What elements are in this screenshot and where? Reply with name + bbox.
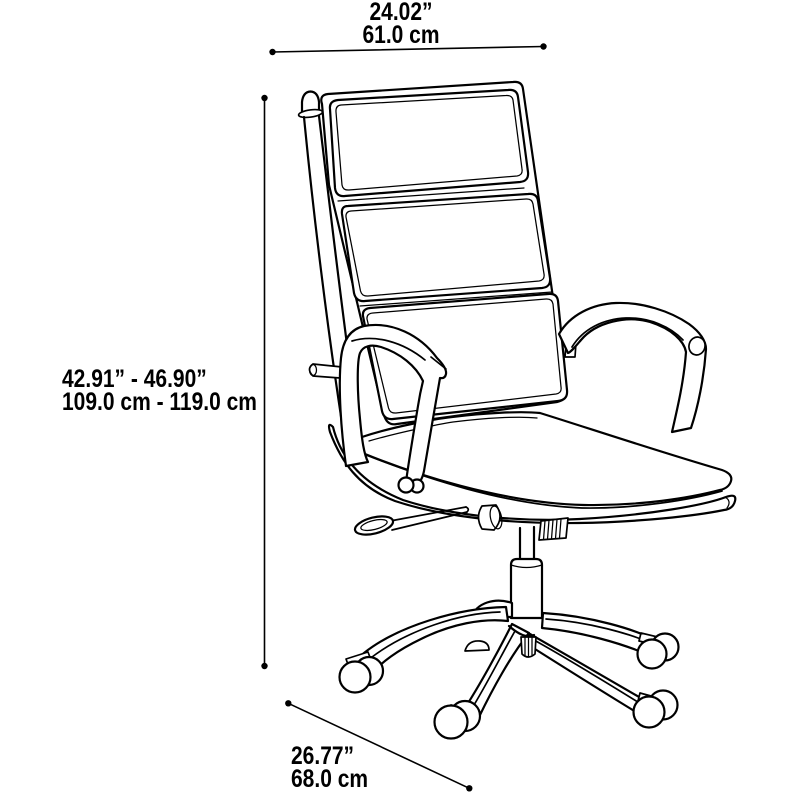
height-dimension-line bbox=[261, 95, 267, 669]
gas-lift bbox=[511, 527, 542, 618]
lever-paddle bbox=[353, 513, 395, 538]
backrest-panels bbox=[330, 90, 567, 419]
depth-metric: 68.0 cm bbox=[291, 765, 369, 793]
width-dimension-label bbox=[338, 1, 464, 47]
back-panel-bottom bbox=[363, 294, 567, 419]
armrest-pivot-knob bbox=[310, 364, 343, 378]
caster-wheel bbox=[340, 662, 371, 693]
armrest-foot-ball bbox=[399, 478, 414, 493]
caster-wheel bbox=[634, 697, 665, 728]
seat-depth-knob bbox=[539, 518, 568, 540]
lever-housing bbox=[479, 505, 501, 530]
height-inches: 42.91” - 46.90” bbox=[62, 365, 207, 393]
height-dimension-label bbox=[62, 365, 257, 416]
width-inches: 24.02” bbox=[369, 0, 433, 26]
depth-dimension-label bbox=[291, 742, 369, 793]
right-armrest bbox=[559, 303, 707, 432]
base bbox=[346, 601, 662, 719]
caster-wheel bbox=[638, 640, 667, 669]
back-panel-top bbox=[330, 90, 528, 196]
height-metric: 109.0 cm - 119.0 cm bbox=[62, 388, 257, 416]
caster-wheel bbox=[435, 706, 468, 739]
width-metric: 61.0 cm bbox=[362, 21, 440, 49]
depth-inches: 26.77” bbox=[291, 742, 355, 770]
